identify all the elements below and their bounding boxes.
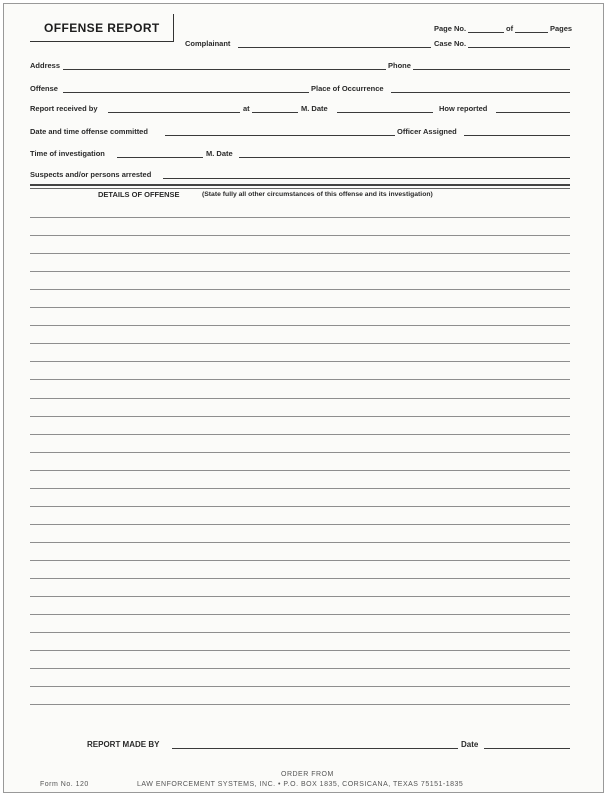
offense-field[interactable] (63, 92, 309, 93)
writing-line[interactable] (30, 379, 570, 380)
phone-field[interactable] (413, 69, 570, 70)
writing-line[interactable] (30, 398, 570, 399)
writing-line[interactable] (30, 361, 570, 362)
order-from-label: ORDER FROM (281, 771, 334, 778)
at-time-field[interactable] (252, 112, 298, 113)
page-no-field[interactable] (468, 32, 504, 33)
suspects-field[interactable] (163, 178, 570, 179)
date-time-committed-label: Date and time offense committed (30, 127, 148, 136)
writing-line[interactable] (30, 307, 570, 308)
at-label: at (243, 104, 250, 113)
writing-line[interactable] (30, 235, 570, 236)
officer-assigned-label: Officer Assigned (397, 127, 457, 136)
address-field[interactable] (63, 69, 386, 70)
offense-label: Offense (30, 84, 58, 93)
m-date-label: M. Date (301, 104, 328, 113)
section-divider-thick (30, 184, 570, 186)
writing-line[interactable] (30, 578, 570, 579)
writing-line[interactable] (30, 452, 570, 453)
complainant-field[interactable] (238, 47, 431, 48)
writing-line[interactable] (30, 325, 570, 326)
report-made-by-label: REPORT MADE BY (87, 740, 160, 749)
publisher-address: LAW ENFORCEMENT SYSTEMS, INC. • P.O. BOX 1835, CORSICANA, TEXAS 75151-1835 (137, 781, 464, 788)
case-no-field[interactable] (468, 47, 570, 48)
writing-line[interactable] (30, 668, 570, 669)
report-received-field[interactable] (108, 112, 240, 113)
writing-line[interactable] (30, 271, 570, 272)
complainant-label: Complainant (185, 39, 231, 48)
writing-line[interactable] (30, 253, 570, 254)
report-received-label: Report received by (30, 104, 98, 113)
details-note: (State fully all other circumstances of this offense and its investigation) (202, 191, 433, 198)
date-time-committed-field[interactable] (165, 135, 395, 136)
time-of-investigation-field[interactable] (117, 157, 203, 158)
address-label: Address (30, 61, 61, 70)
writing-line[interactable] (30, 650, 570, 651)
time-of-investigation-label: Time of investigation (30, 149, 105, 158)
writing-line[interactable] (30, 217, 570, 218)
writing-line[interactable] (30, 470, 570, 471)
investigation-m-date-field[interactable] (239, 157, 570, 158)
form-title: OFFENSE REPORT (44, 21, 160, 35)
suspects-label: Suspects and/or persons arrested (30, 170, 152, 179)
writing-line[interactable] (30, 686, 570, 687)
how-reported-label: How reported (439, 104, 488, 113)
writing-line[interactable] (30, 343, 570, 344)
pages-label: Pages (550, 24, 573, 33)
report-made-by-field[interactable] (172, 748, 458, 749)
m-date-field[interactable] (337, 112, 433, 113)
place-of-occurrence-field[interactable] (391, 92, 570, 93)
writing-line[interactable] (30, 596, 570, 597)
section-divider-thin (30, 188, 570, 189)
report-date-field[interactable] (484, 748, 570, 749)
place-of-occurrence-label: Place of Occurrence (311, 84, 384, 93)
how-reported-field[interactable] (496, 112, 570, 113)
writing-line[interactable] (30, 614, 570, 615)
writing-line[interactable] (30, 434, 570, 435)
writing-line[interactable] (30, 289, 570, 290)
writing-line[interactable] (30, 542, 570, 543)
phone-label: Phone (388, 61, 411, 70)
report-date-label: Date (461, 740, 479, 749)
writing-line[interactable] (30, 524, 570, 525)
officer-assigned-field[interactable] (464, 135, 570, 136)
writing-line[interactable] (30, 416, 570, 417)
investigation-m-date-label: M. Date (206, 149, 233, 158)
pages-total-field[interactable] (515, 32, 548, 33)
case-no-label: Case No. (434, 39, 467, 48)
details-title: DETAILS OF OFFENSE (98, 190, 180, 199)
writing-line[interactable] (30, 506, 570, 507)
of-label: of (506, 24, 514, 33)
form-number: Form No. 120 (40, 781, 89, 788)
writing-line[interactable] (30, 632, 570, 633)
writing-line[interactable] (30, 704, 570, 705)
writing-line[interactable] (30, 560, 570, 561)
page-no-label: Page No. (434, 24, 467, 33)
writing-line[interactable] (30, 488, 570, 489)
